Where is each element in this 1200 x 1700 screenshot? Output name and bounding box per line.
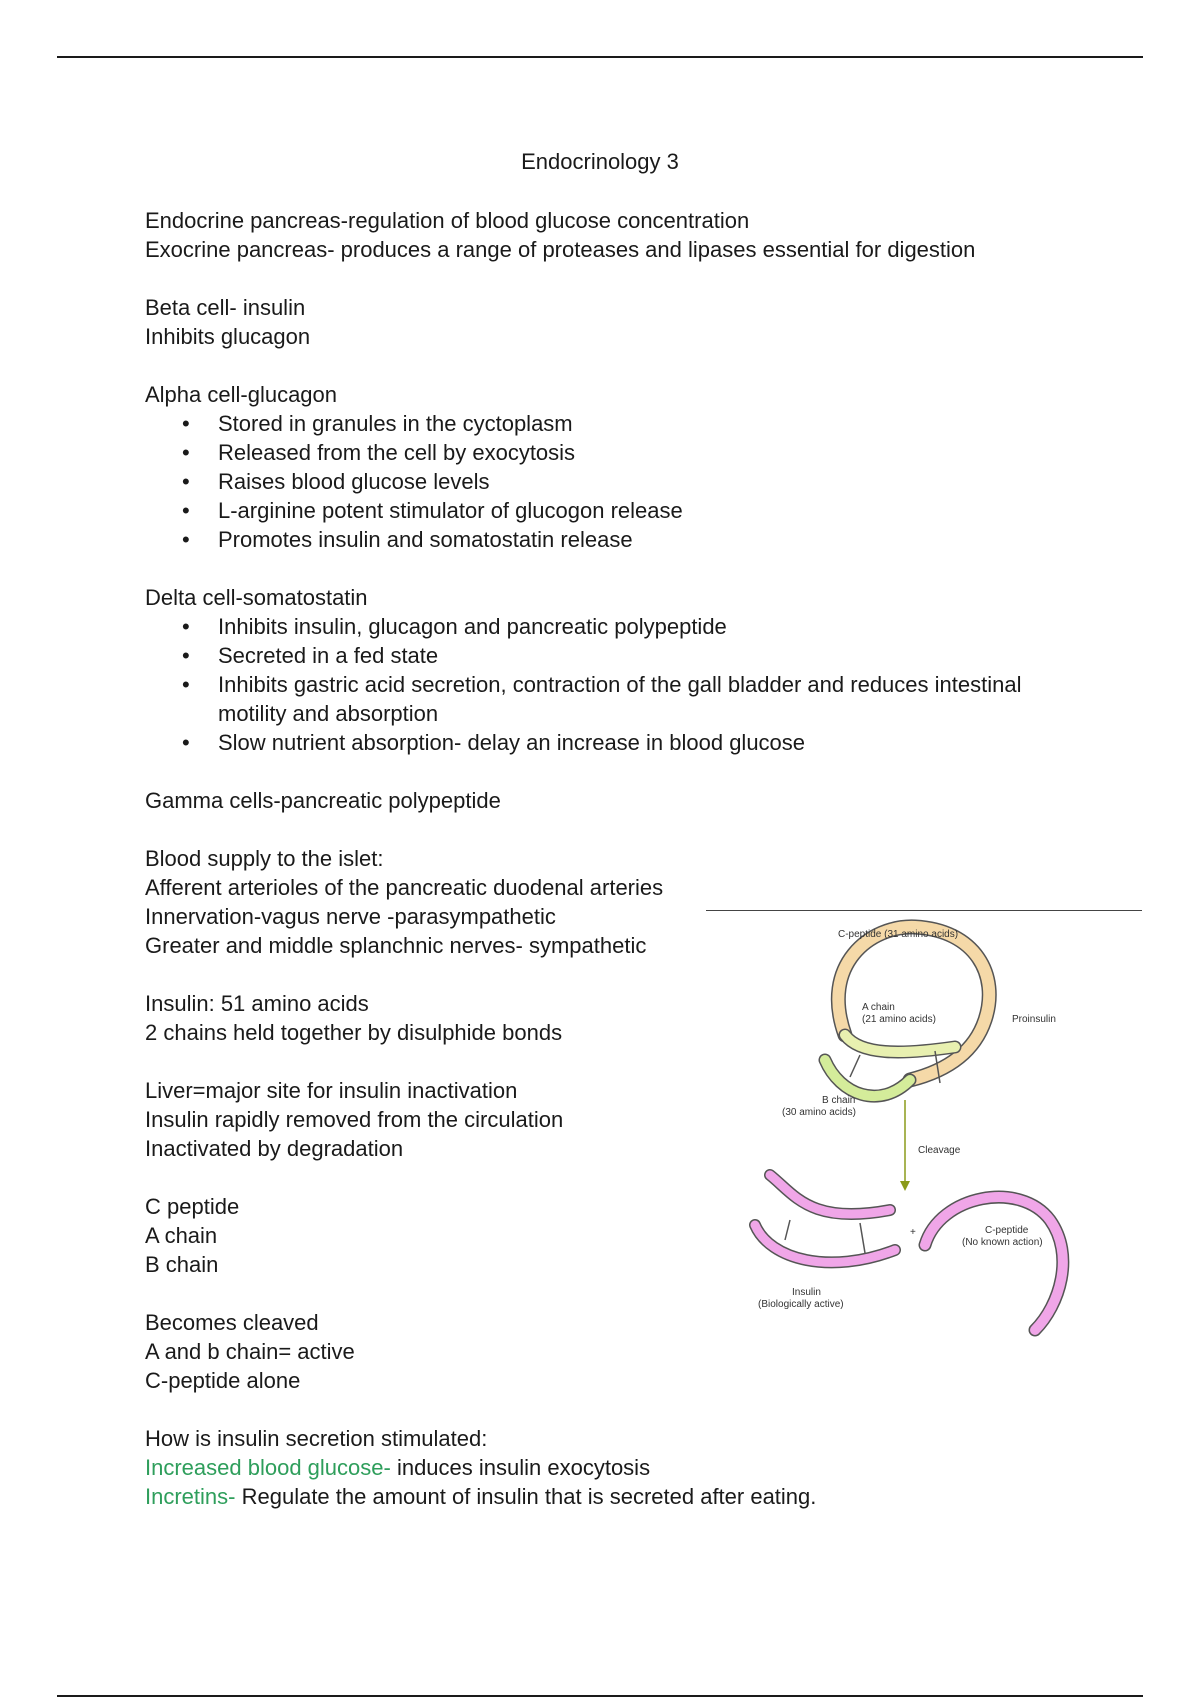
gamma-cell-heading: Gamma cells-pancreatic polypeptide [145,788,501,813]
insulin-label: (Biologically active) [758,1299,844,1310]
top-rule [57,56,1143,58]
secretion-item [145,1453,1045,1482]
secretion-text: induces insulin exocytosis [390,1455,651,1480]
blood-supply-heading: Blood supply to the islet: [145,846,384,871]
secretion-item [145,1482,1045,1511]
cleavage-line: A and b chain= active [145,1339,355,1364]
c-peptide-label: C-peptide (31 amino acids) [838,929,959,940]
bottom-rule [57,1695,1143,1697]
b-chain-label: B chain [822,1095,856,1106]
blood-supply-line: Afferent arterioles of the pancreatic duodenal arteries [145,875,664,900]
list-item: • Inhibits insulin, glucagon and pancreatic polypeptide [145,612,1045,641]
c-peptide-out-label: C-peptide [985,1225,1029,1236]
list-item: • Raises blood glucose levels [145,467,1045,496]
a-chain-label: A chain [862,1002,895,1013]
secretion-highlight: Incretins- [145,1484,236,1509]
proinsulin-label: Proinsulin [1012,1014,1056,1025]
list-item: • Released from the cell by exocytosis [145,438,1045,467]
insulin-line: 2 chains held together by disulphide bonds [145,1020,563,1045]
delta-cell-heading: Delta cell-somatostatin [145,585,368,610]
secretion-text: Regulate the amount of insulin that is secreted after eating. [235,1484,817,1509]
list-item: • L-arginine potent stimulator of glucogon release [145,496,1045,525]
blood-supply-line: Greater and middle splanchnic nerves- sympathetic [145,933,647,958]
beta-cell-heading: Beta cell- insulin [145,295,306,320]
c-peptide-out-label: (No known action) [962,1237,1043,1248]
alpha-cell-heading: Alpha cell-glucagon [145,382,338,407]
list-item: • Stored in granules in the cyctoplasm [145,409,1045,438]
proinsulin-diagram [700,905,1150,1345]
secretion-heading: How is insulin secretion stimulated: [145,1426,488,1451]
cleavage-label: Cleavage [918,1145,961,1156]
b-chain-label: (30 amino acids) [782,1107,856,1118]
beta-cell-line: Inhibits glucagon [145,324,311,349]
exocrine-pancreas-line: Exocrine pancreas- produces a range of proteases and lipases essential for digestion [145,237,976,262]
a-chain-label: (21 amino acids) [862,1014,936,1025]
liver-line: Liver=major site for insulin inactivation [145,1078,518,1103]
cleavage-line: C-peptide alone [145,1368,301,1393]
page-title: Endocrinology 3 [521,149,679,174]
list-item: • Slow nutrient absorption- delay an increase in blood glucose [145,728,1045,757]
endocrine-pancreas-line: Endocrine pancreas-regulation of blood glucose concentration [145,208,750,233]
liver-line: Inactivated by degradation [145,1136,404,1161]
plus-sign: + [910,1227,916,1238]
cleavage-line: Becomes cleaved [145,1310,319,1335]
delta-cell-list [145,612,1045,757]
list-item: • Inhibits gastric acid secretion, contraction of the gall bladder and reduces intestinal motility and absorption [145,670,1045,728]
alpha-cell-list [145,409,1045,554]
parts-line: A chain [145,1223,218,1248]
liver-line: Insulin rapidly removed from the circulation [145,1107,564,1132]
parts-line: C peptide [145,1194,240,1219]
insulin-line: Insulin: 51 amino acids [145,991,369,1016]
list-item: • Secreted in a fed state [145,641,1045,670]
secretion-highlight: Increased blood glucose- [145,1455,391,1480]
parts-line: B chain [145,1252,219,1277]
insulin-label: Insulin [792,1287,821,1298]
list-item: • Promotes insulin and somatostatin release [145,525,1045,554]
blood-supply-line: Innervation-vagus nerve -parasympathetic [145,904,556,929]
